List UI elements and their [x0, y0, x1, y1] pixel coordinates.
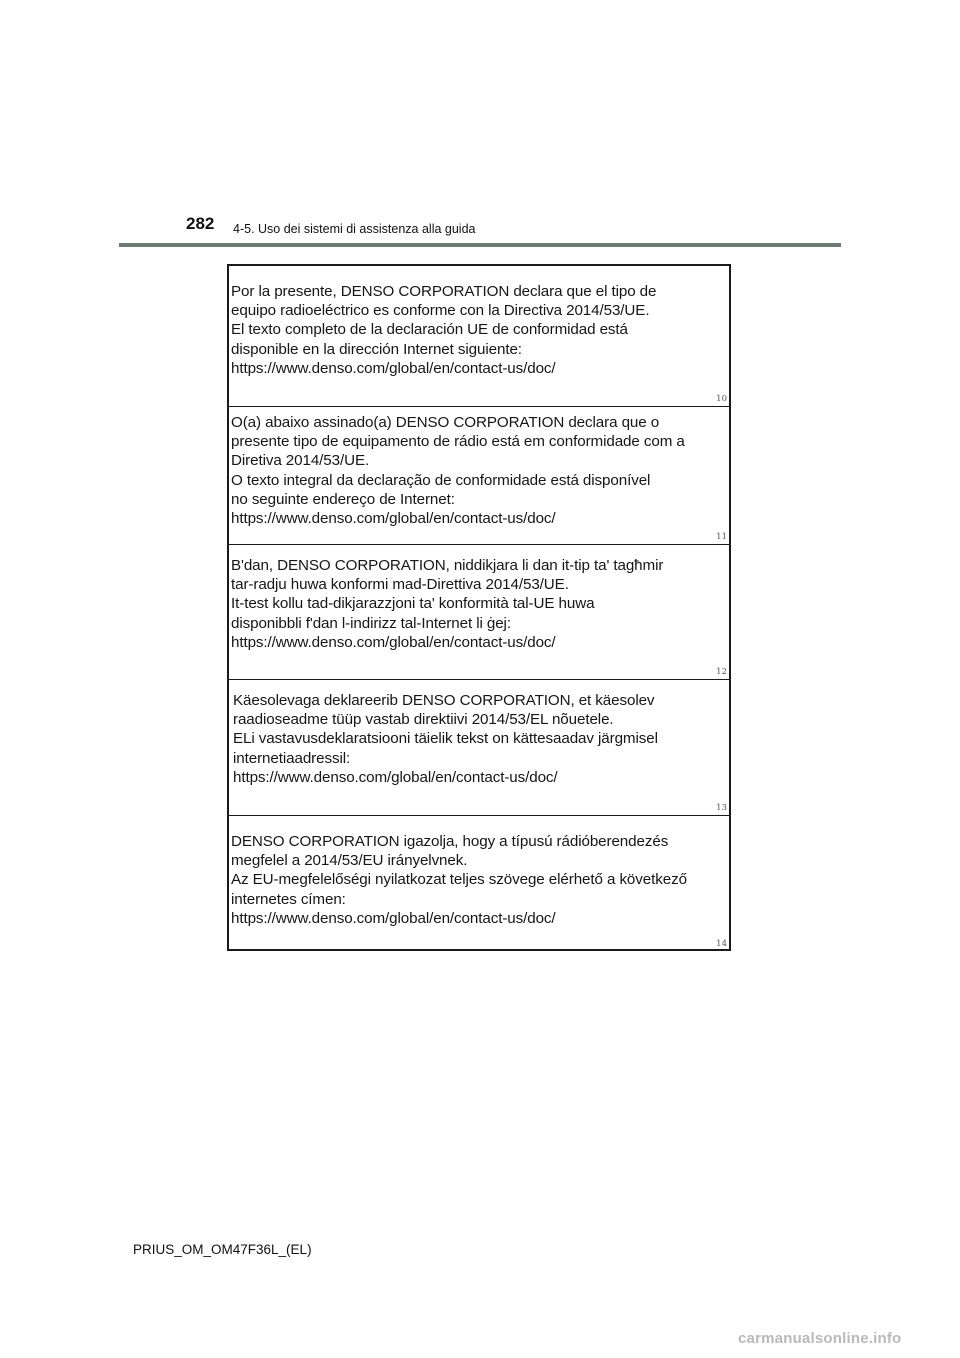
page-number: 282 — [186, 214, 215, 233]
declaration-block-spanish — [229, 266, 729, 407]
declaration-line: DENSO CORPORATION igazolja, hogy a típusú rádióberendezés — [231, 833, 669, 850]
declaration-line: https://www.denso.com/global/en/contact-us/doc/ — [231, 909, 556, 927]
declaration-number: 10 — [716, 394, 727, 404]
declaration-line: Diretiva 2014/53/UE. — [231, 452, 370, 470]
declaration-text — [231, 556, 725, 652]
declaration-line: presente tipo de equipamento de rádio está em conformidade com a — [231, 433, 685, 451]
declaration-line: https://www.denso.com/global/en/contact-us/doc/ — [231, 359, 556, 377]
declaration-line: disponibbli f'dan l-indirizz tal-Internet li ġej: — [231, 614, 511, 632]
declaration-number: 13 — [716, 803, 727, 813]
declaration-block-maltese — [229, 545, 729, 680]
declaration-line: no seguinte endereço de Internet: — [231, 490, 455, 508]
declaration-line: Por la presente, DENSO CORPORATION declara que el tipo de — [231, 283, 657, 300]
declaration-line: ELi vastavusdeklaratsiooni täielik tekst on kättesaadav järgmisel — [233, 730, 658, 748]
declaration-text — [231, 413, 725, 528]
declaration-panel — [227, 264, 731, 951]
declaration-line: https://www.denso.com/global/en/contact-us/doc/ — [231, 633, 556, 651]
declaration-block-hungarian — [229, 816, 729, 951]
declaration-text — [231, 832, 725, 928]
declaration-number: 14 — [716, 939, 727, 949]
declaration-line: B'dan, DENSO CORPORATION, niddikjara li dan it-tip ta' tagħmir — [231, 557, 664, 574]
declaration-line: megfelel a 2014/53/EU irányelvnek. — [231, 852, 468, 870]
declaration-block-portuguese — [229, 407, 729, 545]
declaration-line: internetiaadressil: — [233, 749, 351, 767]
declaration-line: It-test kollu tad-dikjarazzjoni ta' konformità tal-UE huwa — [231, 595, 595, 613]
declaration-line: Käesolevaga deklareerib DENSO CORPORATION, et käesolev — [233, 692, 655, 709]
declaration-text — [233, 691, 725, 787]
declaration-block-estonian — [229, 680, 729, 816]
declaration-line: equipo radioeléctrico es conforme con la Directiva 2014/53/UE. — [231, 302, 650, 320]
declaration-line: tar-radju huwa konformi mad-Direttiva 2014/53/UE. — [231, 576, 569, 594]
declaration-number: 11 — [716, 532, 727, 542]
declaration-line: El texto completo de la declaración UE de conformidad está — [231, 321, 628, 339]
header-rule — [119, 243, 841, 247]
declaration-line: internetes címen: — [231, 890, 346, 908]
declaration-line: https://www.denso.com/global/en/contact-us/doc/ — [231, 510, 556, 528]
declaration-line: O(a) abaixo assinado(a) DENSO CORPORATION declara que o — [231, 414, 660, 431]
declaration-number: 12 — [716, 667, 727, 677]
declaration-text — [231, 282, 725, 378]
watermark-logo: carmanualsonline.info — [738, 1330, 902, 1347]
declaration-line: O texto integral da declaração de conformidade está disponível — [231, 471, 651, 489]
declaration-line: raadioseadme tüüp vastab direktiivi 2014/53/EL nõuetele. — [233, 711, 614, 729]
section-title: 4-5. Uso dei sistemi di assistenza alla guida — [233, 222, 476, 236]
footer-document-code: PRIUS_OM_OM47F36L_(EL) — [133, 1242, 312, 1257]
declaration-line: Az EU-megfelelőségi nyilatkozat teljes szövege elérhető a következő — [231, 871, 687, 889]
declaration-line: https://www.denso.com/global/en/contact-us/doc/ — [233, 768, 558, 786]
declaration-line: disponible en la dirección Internet siguiente: — [231, 340, 522, 358]
